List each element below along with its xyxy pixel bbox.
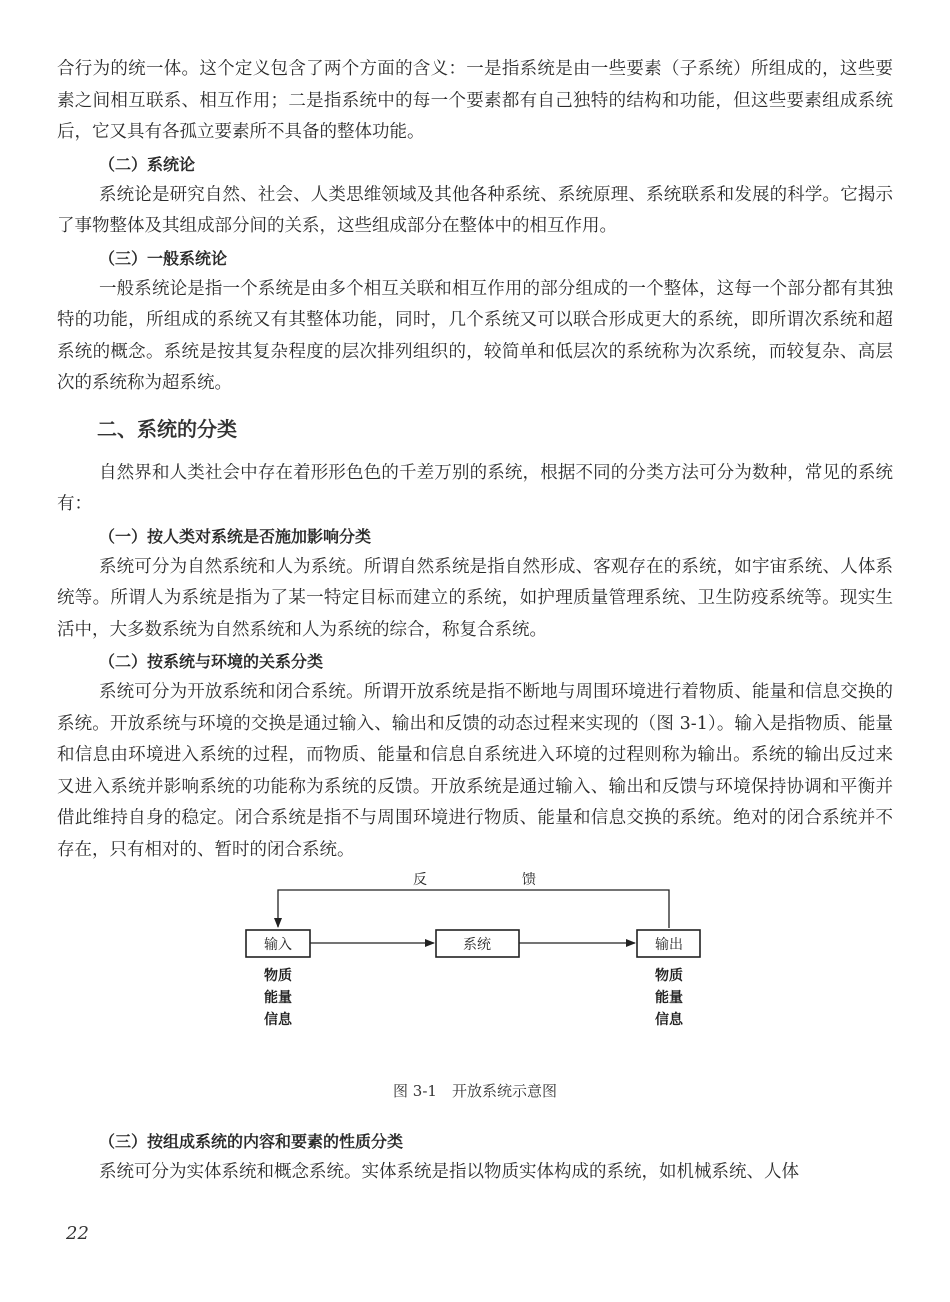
page-content [57, 54, 893, 1189]
output-item: 信息 [655, 1012, 683, 1028]
paragraph-general-systems-theory: 一般系统论是指一个系统是由多个相互关联和相互作用的部分组成的一个整体，这每一个部分都有其独特的功能，所组成的系统又有其整体功能，同时，几个系统又可以联合形成更大的系统，即所谓次系统和超系统的概念。系统是按其复杂程度的层次排列组织的，较简单和低层次的系统称为次系统，而较复杂、高层次的系统称为超系统。 [57, 278, 893, 393]
input-item: 物质 [264, 968, 292, 984]
paragraph-systems-theory: 系统论是研究自然、社会、人类思维领域及其他各种系统、系统原理、系统联系和发展的科学。它揭示了事物整体及其组成部分间的关系，这些组成部分在整体中的相互作用。 [57, 184, 893, 236]
paragraph-system-definition: 合行为的统一体。这个定义包含了两个方面的含义：一是指系统是由一些要素（子系统）所组成的，这些要素之间相互联系、相互作用；二是指系统中的每一个要素都有自己独特的结构和功能，但这些要素组成系统后，它又具有各孤立要素所不具备的整体功能。 [57, 59, 893, 142]
heading-by-human-influence: （一）按人类对系统是否施加影响分类 [99, 526, 372, 546]
page-number: 22 [66, 1223, 89, 1244]
input-item: 能量 [264, 990, 292, 1006]
figure-caption: 图 3-1 开放系统示意图 [393, 1082, 557, 1100]
heading-systems-theory: （二）系统论 [99, 154, 196, 174]
heading-general-systems-theory: （三）一般系统论 [99, 248, 228, 268]
input-item: 信息 [264, 1012, 292, 1028]
system-box-label: 系统 [463, 937, 491, 953]
diagram-svg [57, 872, 893, 1072]
feedback-label-right: 馈 [522, 872, 536, 888]
paragraph-entity-concept: 系统可分为实体系统和概念系统。实体系统是指以物质实体构成的系统，如机械系统、人体 [99, 1162, 799, 1182]
heading-by-environment: （二）按系统与环境的关系分类 [99, 652, 324, 671]
section-title-classification: 二、系统的分类 [97, 416, 237, 441]
open-system-diagram [57, 872, 893, 1112]
output-box-label: 输出 [655, 937, 683, 953]
output-item: 物质 [655, 968, 683, 984]
paragraph-natural-artificial: 系统可分为自然系统和人为系统。所谓自然系统是指自然形成、客观存在的系统，如宇宙系统、人体系统等。所谓人为系统是指为了某一特定目标而建立的系统，如护理质量管理系统、卫生防疫系统等。现实生活中，大多数系统为自然系统和人为系统的综合，称复合系统。 [57, 556, 893, 640]
paragraph-classification-intro: 自然界和人类社会中存在着形形色色的千差万别的系统，根据不同的分类方法可分为数种，常见的系统有： [57, 462, 893, 514]
paragraph-open-closed: 系统可分为开放系统和闭合系统。所谓开放系统是指不断地与周围环境进行着物质、能量和信息交换的系统。开放系统与环境的交换是通过输入、输出和反馈的动态过程来实现的（图 3-1）。输入是指物质、能量和信息由环境进入系统的过程，而物质、能量和信息自系统进入环境的过程则称为输出。系统的输出反过来又进入系统并影响系统的功能称为系统的反馈。开放系统是通过输入、输出和反馈与环境保持协调和平衡并借此维持自身的稳定。闭合系统是指不与周围环境进行物质、能量和信息交换的系统。绝对的闭合系统并不存在，只有相对的、暂时的闭合系统。 [57, 682, 893, 860]
feedback-label-left: 反 [413, 872, 427, 888]
input-box-label: 输入 [264, 937, 292, 953]
feedback-arrow [278, 890, 669, 928]
output-item: 能量 [655, 990, 683, 1006]
heading-by-content: （三）按组成系统的内容和要素的性质分类 [99, 1132, 404, 1151]
post-figure-section [57, 1126, 893, 1189]
